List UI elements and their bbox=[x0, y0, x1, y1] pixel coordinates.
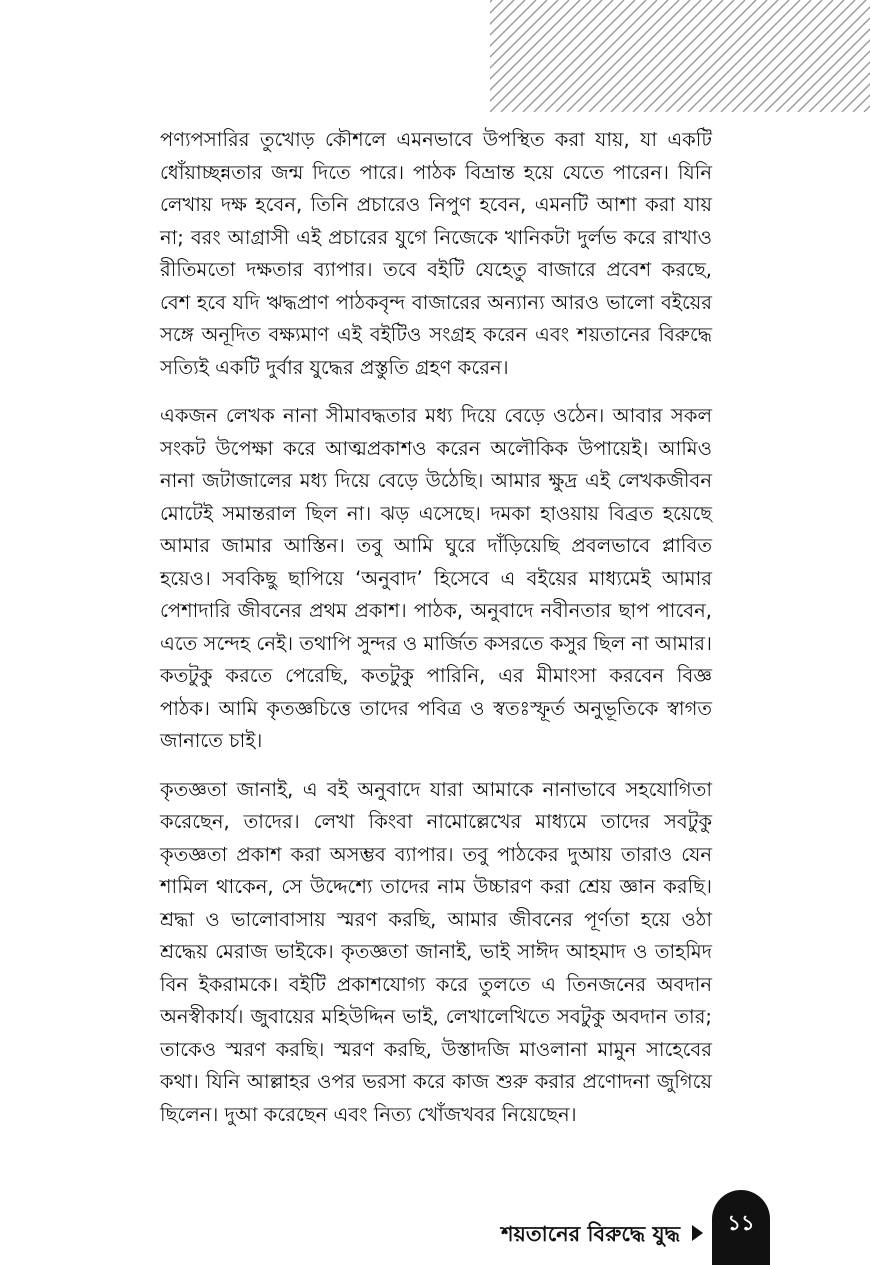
corner-hatch-decoration bbox=[490, 0, 870, 112]
play-triangle-icon bbox=[692, 1225, 703, 1241]
page-number: ১১ bbox=[727, 1211, 755, 1235]
paragraph-2: একজন লেখক নানা সীমাবদ্ধতার মধ্য দিয়ে বেড়ে ওঠেন। আবার সকল সংকট উপেক্ষা করে আত্মপ্রকাশও করেন অলৌকিক উপায়েই। আমিও নানা জটাজালের মধ্য দিয়ে বেড়ে উঠেছি। আমার ক্ষুদ্র এই লেখকজীবন মোটেই সমান্তরাল ছিল না। ঝড় এসেছে। দমকা হাওয়ায় বিব্রত হয়েছে আমার জামার আস্তিন। তবু আমি ঘুরে দাঁড়িয়েছি প্রবলভাবে প্লাবিত হয়েও। সবকিছু ছাপিয়ে ‘অনুবাদ’ হিসেবে এ বইয়ের মাধ্যমেই আমার পেশাদারি জীবনের প্রথম প্রকাশ। পাঠক, অনুবাদে নবীনতার ছাপ পাবেন, এতে সন্দেহ নেই। তথাপি সুন্দর ও মার্জিত কসরতে কসুর ছিল না আমার। কতটুকু করতে পেরেছি, কতটুকু পারিনি, এর মীমাংসা করবেন বিজ্ঞ পাঠক। আমি কৃতজ্ঞচিত্তে তাদের পবিত্র ও স্বতঃস্ফূর্ত অনুভূতিকে স্বাগত জানাতে চাই। bbox=[160, 404, 712, 752]
body-text bbox=[160, 124, 712, 1147]
paragraph-1: পণ্যপসারির তুখোড় কৌশলে এমনভাবে উপস্থিত করা যায়, যা একটি ধোঁয়াচ্ছন্নতার জন্ম দিতে পারে। পাঠক বিভ্রান্ত হয়ে যেতে পারেন। যিনি লেখায় দক্ষ হবেন, তিনি প্রচারেও নিপুণ হবেন, এমনটি আশা করা যায় না; বরং আগ্রাসী এই প্রচারের যুগে নিজেকে খানিকটা দুর্লভ করে রাখাও রীতিমতো দক্ষতার ব্যাপার। তবে বইটি যেহেতু বাজারে প্রবেশ করছে, বেশ হবে যদি ঋদ্ধপ্রাণ পাঠকবৃন্দ বাজারের অন্যান্য আরও ভালো বইয়ের সঙ্গে অনূদিত বক্ষ্যমাণ এই বইটিও সংগ্রহ করেন এবং শয়তানের বিরুদ্ধে সত্যিই একটি দুর্বার যুদ্ধের প্রস্তুতি গ্রহণ করেন। bbox=[160, 128, 712, 379]
running-title: শয়তানের বিরুদ্ধে যুদ্ধ bbox=[501, 1222, 680, 1246]
paragraph-3: কৃতজ্ঞতা জানাই, এ বই অনুবাদে যারা আমাকে নানাভাবে সহযোগিতা করেছেন, তাদের। লেখা কিংবা নামোল্লেখের মাধ্যমে তাদের সবটুকু কৃতজ্ঞতা প্রকাশ করা অসম্ভব ব্যাপার। তবু পাঠকের দুআয় তারাও যেন শামিল থাকেন, সে উদ্দেশ্যে তাদের নাম উচ্চারণ করা শ্রেয় জ্ঞান করছি। শ্রদ্ধা ও ভালোবাসায় স্মরণ করছি, আমার জীবনের পূর্ণতা হয়ে ওঠা শ্রদ্ধেয় মেরাজ ভাইকে। কৃতজ্ঞতা জানাই, ভাই সাঈদ আহমাদ ও তাহমিদ বিন ইকরামকে। বইটি প্রকাশযোগ্য করে তুলতে এ তিনজনের অবদান অনস্বীকার্য। জুবায়ের মহিউদ্দিন ভাই, লেখালেখিতে সবটুকু অবদান তার; তাকেও স্মরণ করছি। স্মরণ করছি, উস্তাদজি মাওলানা মামুন সাহেবের কথা। যিনি আল্লাহর ওপর ভরসা করে কাজ শুরু করার প্রণোদনা জুগিয়ে ছিলেন। দুআ করেছেন এবং নিত্য খোঁজখবর নিয়েছেন। bbox=[160, 777, 712, 1126]
page-number-tab bbox=[712, 1190, 770, 1265]
